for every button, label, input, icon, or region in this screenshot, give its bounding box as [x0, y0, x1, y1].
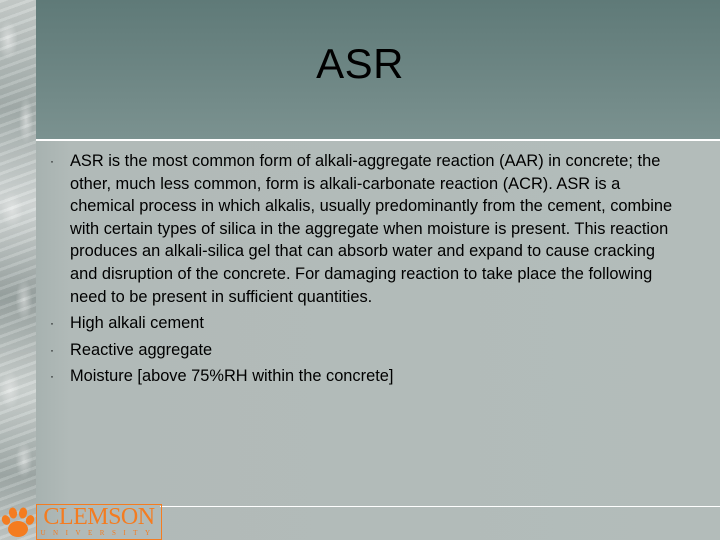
bullet-dot: · — [50, 154, 54, 168]
bullet-dot: · — [50, 369, 54, 384]
university-wordmark: UNIVERSITY — [40, 529, 158, 537]
bullet-dot: · — [50, 316, 54, 331]
bullet-list — [46, 150, 686, 392]
bullet-text: Moisture [above 75%RH within the concrete] — [70, 367, 394, 386]
bullet-item-moisture — [46, 365, 686, 388]
bullet-text: High alkali cement — [70, 314, 204, 333]
bullet-text: Reactive aggregate — [70, 340, 213, 359]
bullet-item-reactive-aggregate — [46, 339, 686, 362]
bullet-item-asr-definition — [46, 150, 686, 308]
slide-title: ASR — [316, 40, 404, 87]
title-divider — [36, 139, 720, 141]
tiger-paw-icon — [0, 503, 36, 540]
clemson-wordmark: CLEMSON — [43, 504, 155, 530]
footer-divider — [160, 506, 720, 507]
bullet-dot: · — [50, 342, 54, 357]
bullet-text: ASR is the most common form of alkali-aggregate reaction (AAR) in concrete; the other, much less common, form is alkali-carbonate reaction (ACR). ASR is a chemical process in which alkalis, usually predominantly from the cement, combine with certain types of silica in the aggregate when moisture is present. This reaction produces an alkali-silica gel that can absorb water and expand to cause cracking and disruption of the concrete. For damaging reaction to take place the following need to be present in sufficient quantities. — [70, 152, 673, 306]
marble-texture-strip — [0, 0, 36, 540]
bullet-item-high-alkali-cement — [46, 312, 686, 335]
